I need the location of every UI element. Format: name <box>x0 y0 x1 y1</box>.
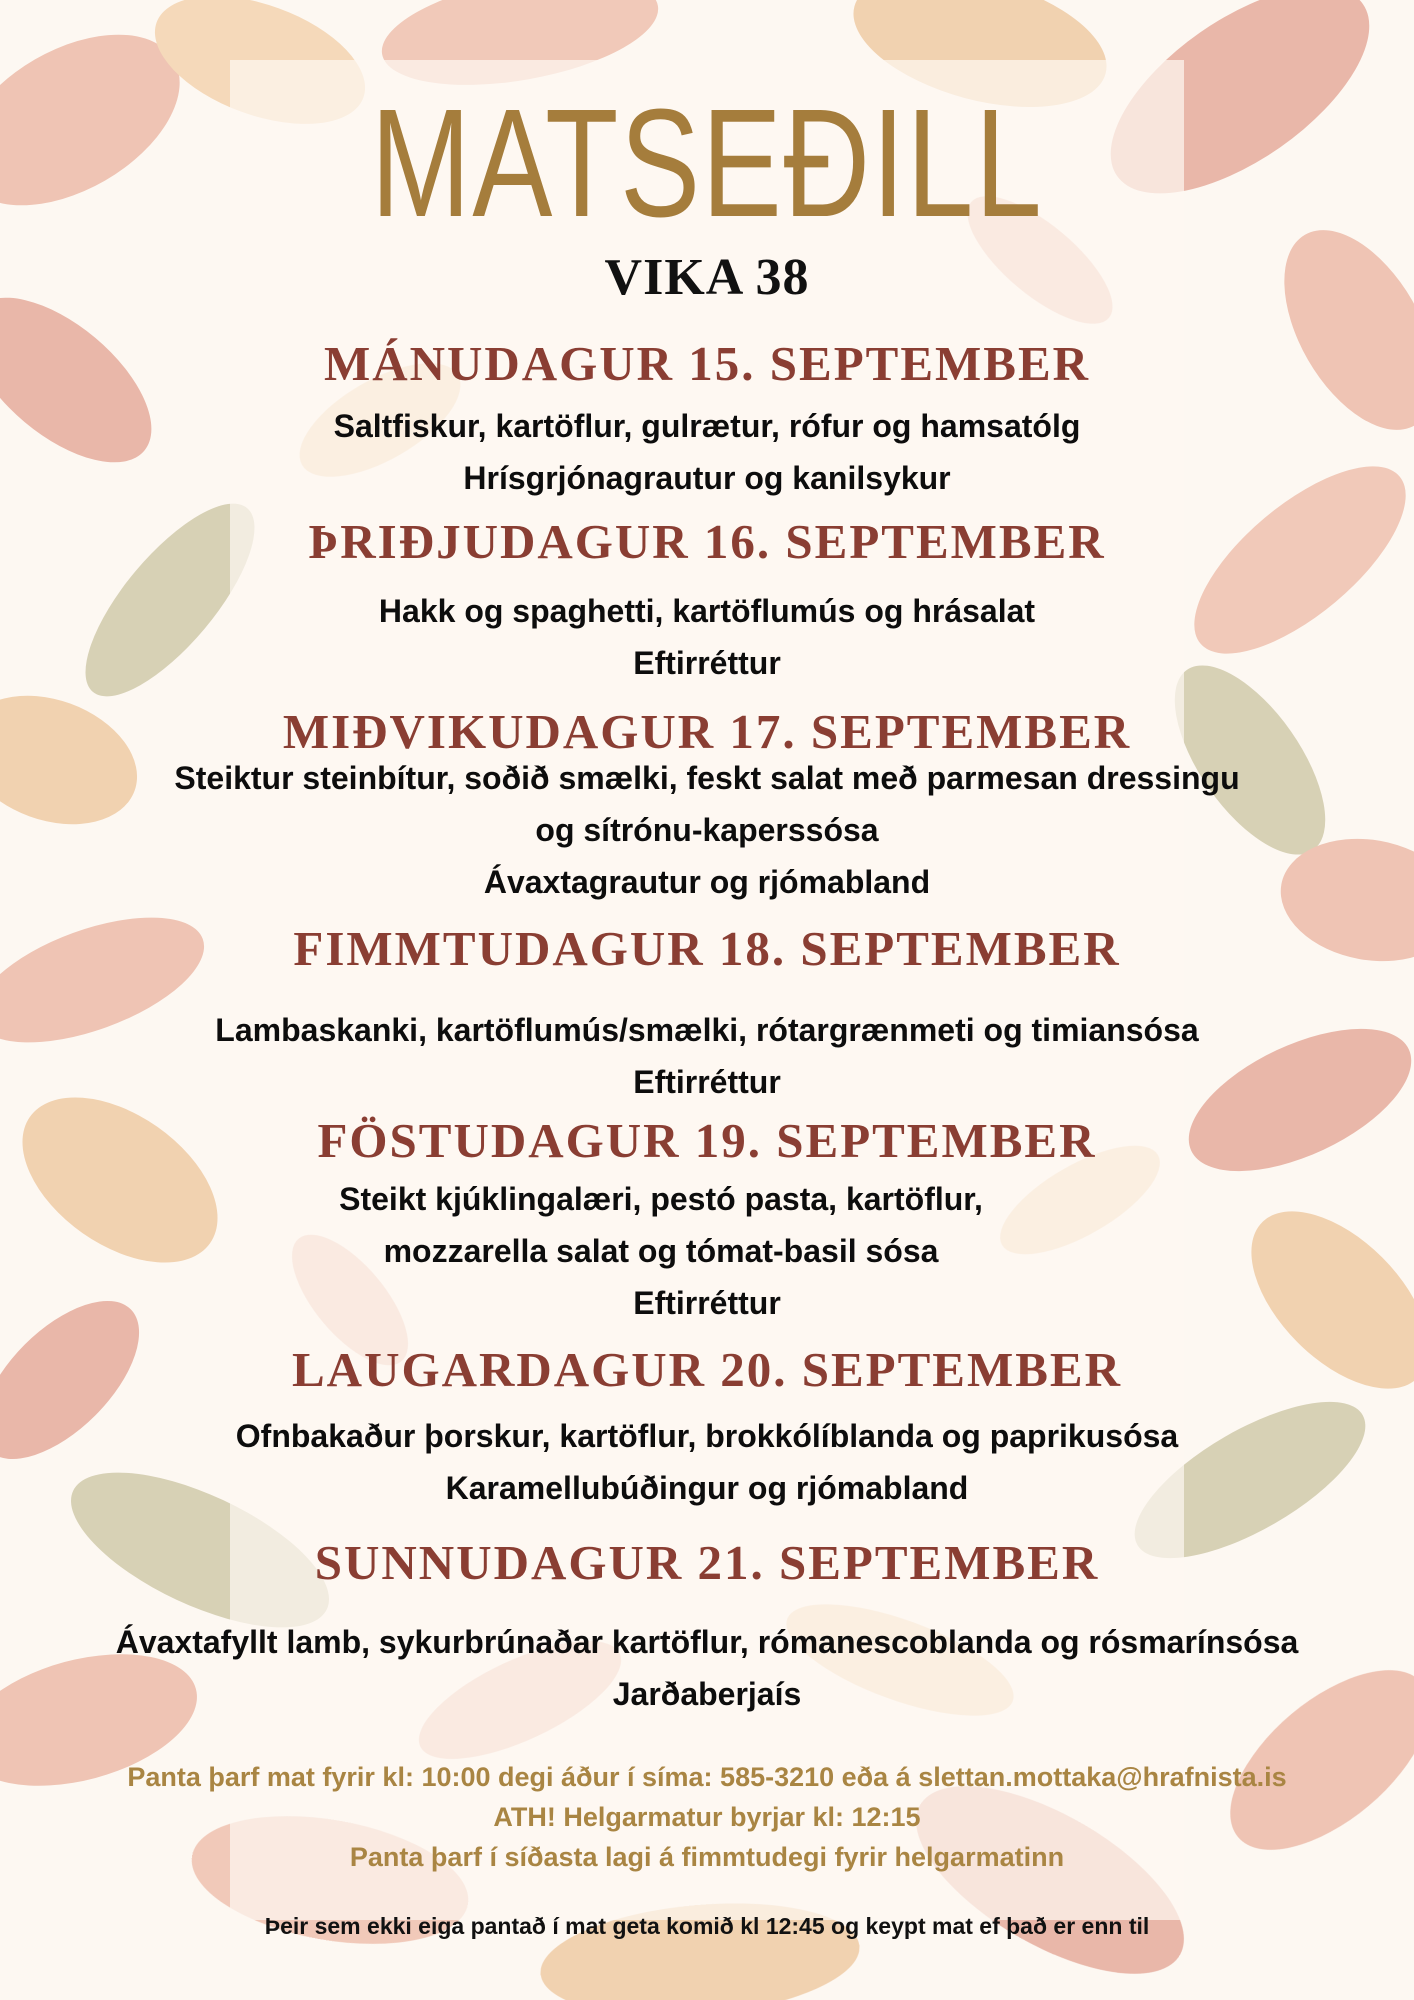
dish-line: Eftirréttur <box>633 645 781 681</box>
day-heading-monday: MÁNUDAGUR 15. SEPTEMBER <box>323 336 1091 391</box>
note-line: Panta þarf mat fyrir kl: 10:00 degi áður í síma: 585-3210 eða á slettan.mottaka@hrafnista.is <box>127 1762 1287 1792</box>
footer-note: Þeir sem ekki eiga pantað í mat geta komið kl 12:45 og keypt mat ef það er enn til <box>264 1913 1150 1939</box>
day-heading-saturday: LAUGARDAGUR 20. SEPTEMBER <box>292 1342 1122 1397</box>
dishes-friday <box>0 1173 1414 1329</box>
dish-line: Eftirréttur <box>633 1285 781 1321</box>
dish-line: Steikt kjúklingalæri, pestó pasta, kartöflur, <box>339 1181 983 1217</box>
dish-line: Lambaskanki, kartöflumús/smælki, rótargrænmeti og timiansósa <box>215 1012 1199 1048</box>
dish-line: Karamellubúðingur og rjómabland <box>445 1470 969 1506</box>
day-heading-tuesday: ÞRIÐJUDAGUR 16. SEPTEMBER <box>308 514 1106 569</box>
dish-line: Saltfiskur, kartöflur, gulrætur, rófur og hamsatólg <box>333 408 1081 444</box>
dish-line: og sítrónu-kaperssósa <box>535 812 879 848</box>
day-heading-wednesday: MIÐVIKUDAGUR 17. SEPTEMBER <box>282 704 1132 759</box>
page-title: MATSEÐILL <box>370 77 1044 249</box>
note-line: ATH! Helgarmatur byrjar kl: 12:15 <box>493 1802 921 1832</box>
note-line: Panta þarf í síðasta lagi á fimmtudegi fyrir helgarmatinn <box>349 1842 1065 1872</box>
dish-line: Jarðaberjaís <box>612 1676 802 1712</box>
week-label: VIKA 38 <box>604 249 810 306</box>
dish-line: Steiktur steinbítur, soðið smælki, feskt salat með parmesan dressingu <box>174 760 1240 796</box>
dish-line: Ávaxtagrautur og rjómabland <box>483 864 931 900</box>
dish-line: Ávaxtafyllt lamb, sykurbrúnaðar kartöflur, rómanescoblanda og rósmarínsósa <box>115 1624 1299 1660</box>
dish-line: Hrísgrjónagrautur og kanilsykur <box>463 460 951 496</box>
dishes-monday <box>0 400 1414 504</box>
dish-line: Eftirréttur <box>633 1064 781 1100</box>
dishes-tuesday <box>0 585 1414 689</box>
dish-line: Hakk og spaghetti, kartöflumús og hrásalat <box>378 593 1036 629</box>
dishes-saturday <box>0 1410 1414 1514</box>
dish-line: mozzarella salat og tómat-basil sósa <box>383 1233 939 1269</box>
dishes-sunday <box>0 1616 1414 1720</box>
dishes-wednesday <box>0 752 1414 908</box>
ordering-notes <box>0 1757 1414 1877</box>
day-heading-thursday: FIMMTUDAGUR 18. SEPTEMBER <box>293 921 1121 976</box>
dishes-thursday <box>0 1004 1414 1108</box>
dish-line: Ofnbakaður þorskur, kartöflur, brokkólíblanda og paprikusósa <box>235 1418 1179 1454</box>
day-heading-friday: FÖSTUDAGUR 19. SEPTEMBER <box>317 1113 1097 1168</box>
day-heading-sunday: SUNNUDAGUR 21. SEPTEMBER <box>314 1535 1100 1590</box>
